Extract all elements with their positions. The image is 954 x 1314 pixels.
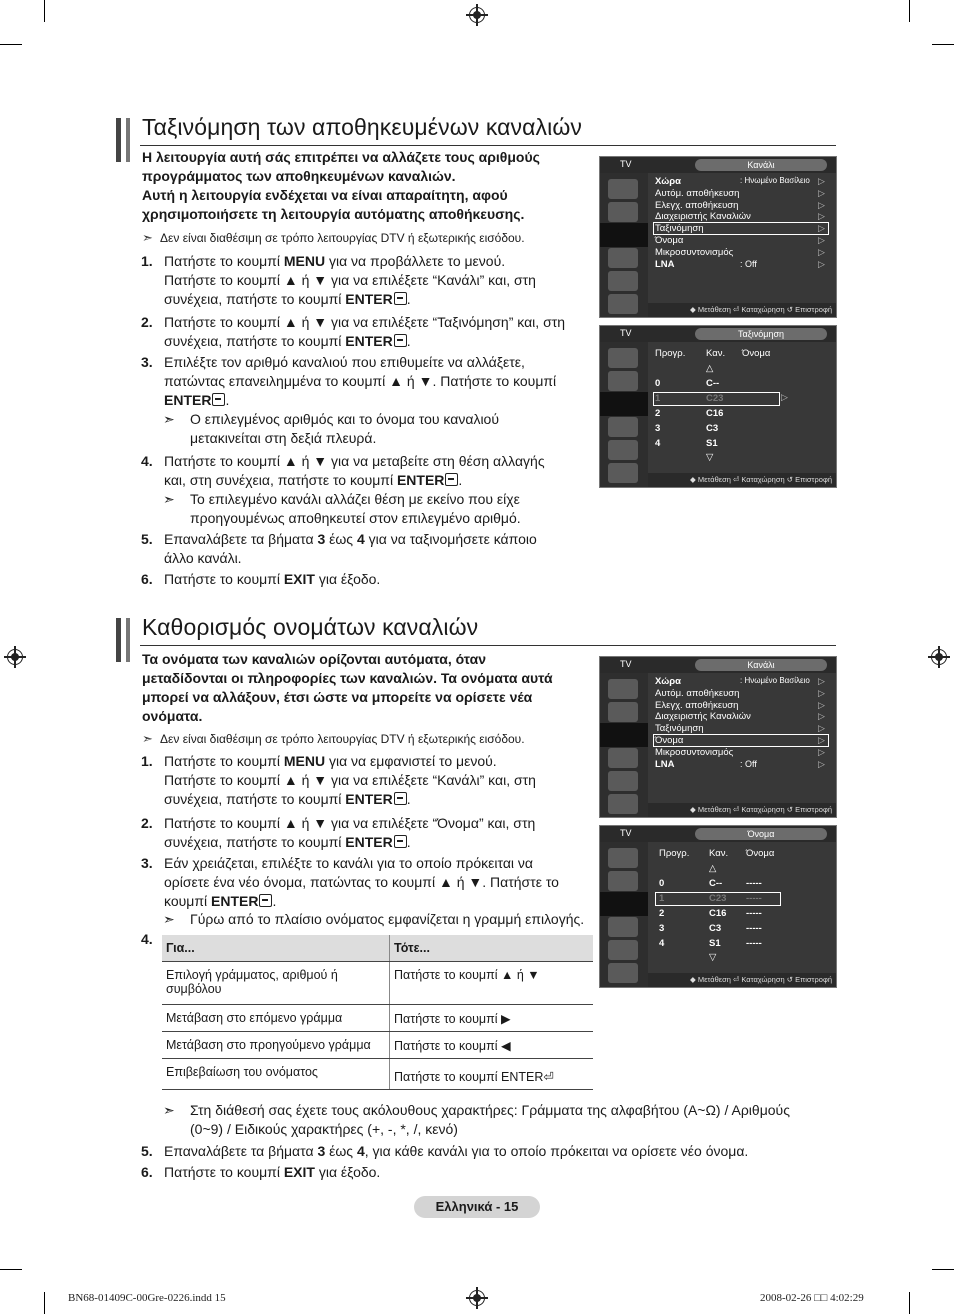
step-number: 1. — [141, 253, 153, 269]
input-icon — [608, 940, 638, 960]
input-icon — [608, 440, 638, 460]
note: ➣ Δεν είναι διαθέσιμη σε τρόπο λειτουργίας DTV ή εξωτερικής εισόδου. — [142, 731, 525, 746]
menu-item[interactable]: Ελεγχ. αποθήκευση — [655, 199, 739, 211]
menu-title: Όνομα — [695, 828, 827, 840]
arrow-right-icon: ▷ — [818, 235, 825, 245]
arrow-right-icon: ▷ — [818, 199, 825, 210]
application-icon — [608, 463, 638, 483]
menu-item[interactable]: Ελεγχ. αποθήκευση — [655, 699, 739, 711]
menu-item[interactable]: Αυτόμ. αποθήκευση — [655, 687, 740, 699]
column-header: Προγρ. — [655, 348, 686, 359]
scroll-down-icon[interactable]: ▽ — [706, 452, 714, 463]
list-cell: 0 — [659, 878, 665, 889]
note-arrow-icon: ➣ — [163, 411, 175, 427]
menu-footer: ◆ Μετάθεση ⏎ Καταχώρηση ↺ Επιστροφή — [648, 473, 836, 487]
picture-icon — [608, 848, 638, 868]
tv-label: TV — [620, 828, 632, 838]
input-icon — [608, 271, 638, 291]
section-marker — [126, 618, 130, 662]
enter-icon — [394, 334, 407, 347]
list-cell: 0 — [655, 378, 661, 389]
menu-item[interactable]: Διαχειριστής Καναλιών — [655, 211, 751, 223]
note-arrow-icon: ➣ — [142, 731, 153, 746]
step-number: 4. — [141, 931, 153, 947]
setup-icon — [608, 417, 638, 437]
arrow-right-icon: ▷ — [781, 392, 788, 402]
lna-value: : Off — [740, 758, 757, 769]
scroll-up-icon[interactable]: △ — [709, 863, 717, 874]
note-arrow-icon: ➣ — [163, 491, 175, 507]
table-cell: Πατήστε το κουμπί ◀ — [390, 1032, 594, 1059]
list-cell: C16 — [709, 908, 727, 919]
title-rule — [140, 145, 836, 146]
menu-item[interactable]: Μικροσυντονισμός — [655, 746, 734, 758]
step-text: Πατήστε το κουμπί ▲ ή ▼ για να μεταβείτε στη θέση αλλαγής και, στη συνέχεια, πατήστε το κουμπί ENTER . — [164, 453, 545, 488]
column-header: Προγρ. — [659, 848, 690, 859]
arrow-right-icon: ▷ — [818, 223, 825, 234]
menu-item[interactable]: Μικροσυντονισμός — [655, 246, 734, 258]
enter-icon — [394, 792, 407, 805]
list-cell: 1 — [659, 893, 665, 904]
note: ➣ Δεν είναι διαθέσιμη σε τρόπο λειτουργίας DTV ή εξωτερικής εισόδου. — [142, 230, 525, 245]
list-cell: C16 — [706, 408, 724, 419]
list-cell: 2 — [659, 908, 665, 919]
menu-item[interactable]: Όνομα — [655, 235, 684, 246]
sound-icon — [608, 371, 638, 391]
scroll-up-icon[interactable]: △ — [706, 363, 714, 374]
menu-item[interactable]: LNA — [655, 258, 675, 270]
footer-file: BN68-01409C-00Gre-0226.indd 15 — [68, 1292, 226, 1304]
arrow-right-icon: ▷ — [818, 687, 825, 698]
lna-value: : Off — [740, 258, 757, 269]
menu-item[interactable]: Αυτόμ. αποθήκευση — [655, 187, 740, 199]
menu-item[interactable]: LNA — [655, 758, 675, 770]
selection-highlight — [655, 892, 781, 906]
section-marker — [126, 118, 130, 162]
step-number: 4. — [141, 453, 153, 469]
application-icon — [608, 294, 638, 314]
picture-icon — [608, 179, 638, 199]
menu-item[interactable]: Χώρα — [655, 176, 681, 187]
channel-icon — [600, 392, 648, 416]
step-number: 2. — [141, 815, 153, 831]
section-intro: Τα ονόματα των καναλιών ορίζονται αυτόματα, όταν μεταδίδονται οι πληροφορίες των καναλιών. Τα ονόματα αυτά μπορεί να αλλάξουν, έτσι ώστε να μπορείτε να ορίσετε νέα ονόματα. — [142, 651, 553, 724]
list-cell: 4 — [655, 438, 661, 449]
menu-item[interactable]: Διαχειριστής Καναλιών — [655, 711, 751, 723]
sound-icon — [608, 702, 638, 722]
menu-item[interactable]: Όνομα — [655, 735, 684, 746]
section-title: Καθορισμός ονομάτων καναλιών — [142, 614, 479, 640]
country-value: : Ηνωμένο Βασίλειο — [740, 676, 810, 685]
enter-icon — [259, 894, 272, 907]
enter-icon — [394, 835, 407, 848]
list-cell: 3 — [655, 423, 661, 434]
arrow-right-icon: ▷ — [818, 176, 825, 186]
step-text: Πατήστε το κουμπί MENU για να εμφανιστεί το μενού. Πατήστε το κουμπί ▲ ή ▼ για να επιλέξετε “Κανάλι” και, στη συνέχεια, πατήστε το κουμπί ENTER . — [164, 753, 536, 807]
list-cell: 2 — [655, 408, 661, 419]
list-cell: 1 — [655, 393, 661, 404]
table-cell: Πατήστε το κουμπί ENTER⏎ — [390, 1059, 594, 1090]
section-marker — [116, 618, 121, 662]
arrow-right-icon: ▷ — [818, 676, 825, 686]
list-cell: 3 — [659, 923, 665, 934]
list-cell: 4 — [659, 938, 665, 949]
menu-topbar — [600, 326, 836, 342]
step-number: 5. — [141, 531, 153, 547]
note-arrow-icon: ➣ — [163, 911, 175, 927]
section-marker — [116, 118, 121, 162]
list-cell: ----- — [746, 923, 762, 934]
arrow-right-icon: ▷ — [818, 758, 825, 769]
crop-mark — [909, 0, 910, 22]
setup-icon — [608, 917, 638, 937]
list-cell: C23 — [709, 893, 727, 904]
menu-footer: ◆ Μετάθεση ⏎ Καταχώρηση ↺ Επιστροφή — [648, 303, 836, 317]
menu-topbar — [600, 657, 836, 673]
list-cell: S1 — [709, 938, 721, 949]
enter-icon — [394, 292, 407, 305]
setup-icon — [608, 248, 638, 268]
table-cell: Μετάβαση στο προηγούμενο γράμμα — [162, 1032, 390, 1059]
input-icon — [608, 771, 638, 791]
list-cell: ----- — [746, 893, 762, 904]
registration-mark-icon — [466, 1287, 488, 1309]
name-menu-screenshot — [599, 825, 837, 988]
table-cell: Μετάβαση στο επόμενο γράμμα — [162, 1005, 390, 1032]
selection-highlight — [653, 222, 829, 235]
tv-label: TV — [620, 159, 632, 169]
menu-topbar — [600, 157, 836, 173]
country-value: : Ηνωμένο Βασίλειο — [740, 176, 810, 185]
step-number: 5. — [141, 1143, 153, 1159]
crop-mark — [932, 44, 954, 45]
step-text: Επαναλάβετε τα βήματα 3 έως 4, για κάθε κανάλι για το οποίο πρόκειται να ορίσετε νέο όνομα. — [164, 1143, 749, 1159]
list-cell: C23 — [706, 393, 724, 404]
picture-icon — [608, 679, 638, 699]
arrow-right-icon: ▷ — [818, 187, 825, 198]
channel-menu-screenshot — [599, 156, 837, 318]
crop-mark — [0, 44, 22, 45]
section-title: Ταξινόμηση των αποθηκευμένων καναλιών — [142, 114, 583, 140]
list-cell: C-- — [709, 878, 723, 889]
title-rule — [140, 645, 836, 646]
list-cell: C-- — [706, 378, 720, 389]
footer-timestamp: 2008-02-26 □□ 4:02:29 — [760, 1292, 864, 1304]
list-cell: ----- — [746, 938, 762, 949]
list-cell: C3 — [709, 923, 722, 934]
table-header: Τότε... — [390, 935, 594, 962]
sound-icon — [608, 871, 638, 891]
note-arrow-icon: ➣ — [163, 1102, 175, 1118]
step-number: 2. — [141, 314, 153, 330]
step-text: Πατήστε το κουμπί EXIT για έξοδο. — [164, 571, 381, 587]
crop-mark — [0, 1269, 22, 1270]
menu-item[interactable]: Χώρα — [655, 676, 681, 687]
enter-icon — [445, 473, 458, 486]
arrow-right-icon: ▷ — [818, 258, 825, 269]
channel-icon — [600, 892, 648, 916]
selection-highlight — [653, 392, 780, 406]
sound-icon — [608, 202, 638, 222]
registration-mark-icon — [466, 4, 488, 26]
channel-icon — [600, 723, 648, 747]
tv-label: TV — [620, 328, 632, 338]
menu-title: Κανάλι — [695, 159, 827, 171]
arrow-right-icon: ▷ — [818, 699, 825, 710]
table-cell: Πατήστε το κουμπί ▶ — [390, 1005, 594, 1032]
menu-sidebar — [600, 842, 648, 987]
section-intro: Η λειτουργία αυτή σάς επιτρέπει να αλλάζετε τους αριθμούς προγράμματος των αποθηκευμένων καναλιών. Αυτή η λειτουργία ενδέχεται να είναι απαραίτητη, αφού χρησιμοποιήσετε τη λειτουργία αυτόματης αποθήκευσης. — [142, 149, 540, 222]
table-cell: Επιλογή γράμματος, αριθμού ή συμβόλου — [162, 962, 390, 1005]
tv-label: TV — [620, 659, 632, 669]
menu-footer: ◆ Μετάθεση ⏎ Καταχώρηση ↺ Επιστροφή — [648, 803, 836, 817]
command-table — [162, 935, 593, 1090]
menu-footer: ◆ Μετάθεση ⏎ Καταχώρηση ↺ Επιστροφή — [648, 973, 836, 987]
step-text: Επαναλάβετε τα βήματα 3 έως 4 για να ταξινομήσετε κάποιο άλλο κανάλι. — [164, 531, 537, 566]
step-number: 3. — [141, 855, 153, 871]
menu-sidebar — [600, 342, 648, 487]
registration-mark-icon — [928, 646, 950, 668]
list-cell: S1 — [706, 438, 718, 449]
menu-item[interactable]: Ταξινόμηση — [655, 223, 704, 235]
column-header: Όνομα — [742, 348, 771, 359]
channel-icon — [600, 223, 648, 247]
application-icon — [608, 963, 638, 983]
step-number: 3. — [141, 354, 153, 370]
enter-icon — [212, 393, 225, 406]
crop-mark — [932, 1269, 954, 1270]
step-text: Πατήστε το κουμπί MENU για να προβάλλετε το μενού. Πατήστε το κουμπί ▲ ή ▼ για να επιλέξετε “Κανάλι” και, στη συνέχεια, πατήστε το κουμπί ENTER . — [164, 253, 536, 307]
crop-mark — [44, 0, 45, 22]
step-text: Εάν χρειάζεται, επιλέξτε το κανάλι για το οποίο πρόκειται να ορίσετε ένα νέο όνομα, πατώντας το κουμπί ▲ ή ▼. Πατήστε το κουμπί ENTER . — [164, 855, 559, 909]
menu-item[interactable]: Ταξινόμηση — [655, 723, 704, 735]
crop-mark — [909, 1292, 910, 1314]
arrow-right-icon: ▷ — [818, 711, 825, 722]
menu-sidebar — [600, 173, 648, 317]
column-header: Καν. — [709, 848, 729, 859]
step-text: Πατήστε το κουμπί EXIT για έξοδο. — [164, 1164, 381, 1180]
column-header: Όνομα — [746, 848, 775, 859]
step-number: 6. — [141, 1164, 153, 1180]
step-number: 1. — [141, 753, 153, 769]
page-number-badge: Ελληνικά - 15 — [414, 1196, 540, 1218]
menu-sidebar — [600, 673, 648, 817]
column-header: Καν. — [706, 348, 726, 359]
registration-mark-icon — [4, 646, 26, 668]
crop-mark — [44, 1292, 45, 1314]
step-text: Πατήστε το κουμπί ▲ ή ▼ για να επιλέξετε “Ταξινόμηση” και, στη συνέχεια, πατήστε το κουμπί ENTER . — [164, 314, 566, 349]
list-cell: ----- — [746, 908, 762, 919]
arrow-right-icon: ▷ — [818, 746, 825, 757]
step-number: 6. — [141, 571, 153, 587]
table-header: Για... — [162, 935, 390, 962]
channel-menu-screenshot — [599, 656, 837, 818]
step-text: Επιλέξτε τον αριθμό καναλιού που επιθυμείτε να αλλάξετε, πατώντας επανειλημμένα το κουμπί ▲ ή ▼. Πατήστε το κουμπί ENTER . — [164, 354, 557, 408]
selection-highlight — [653, 734, 829, 747]
list-cell: ----- — [746, 878, 762, 889]
arrow-right-icon: ▷ — [818, 735, 825, 745]
table-cell: Επιβεβαίωση του ονόματος — [162, 1059, 390, 1090]
note-arrow-icon: ➣ — [142, 230, 153, 245]
setup-icon — [608, 748, 638, 768]
arrow-right-icon: ▷ — [818, 211, 825, 222]
step-text: Πατήστε το κουμπί ▲ ή ▼ για να επιλέξετε “Όνομα” και, στη συνέχεια, πατήστε το κουμπί ENTER . — [164, 815, 536, 850]
menu-title: Ταξινόμηση — [695, 328, 827, 340]
list-cell: C3 — [706, 423, 719, 434]
arrow-right-icon: ▷ — [818, 723, 825, 734]
table-cell: Πατήστε το κουμπί ▲ ή ▼ — [390, 962, 594, 1005]
application-icon — [608, 794, 638, 814]
menu-title: Κανάλι — [695, 659, 827, 671]
scroll-down-icon[interactable]: ▽ — [709, 952, 717, 963]
picture-icon — [608, 348, 638, 368]
arrow-right-icon: ▷ — [818, 246, 825, 257]
sort-menu-screenshot — [599, 325, 837, 488]
menu-topbar — [600, 826, 836, 842]
